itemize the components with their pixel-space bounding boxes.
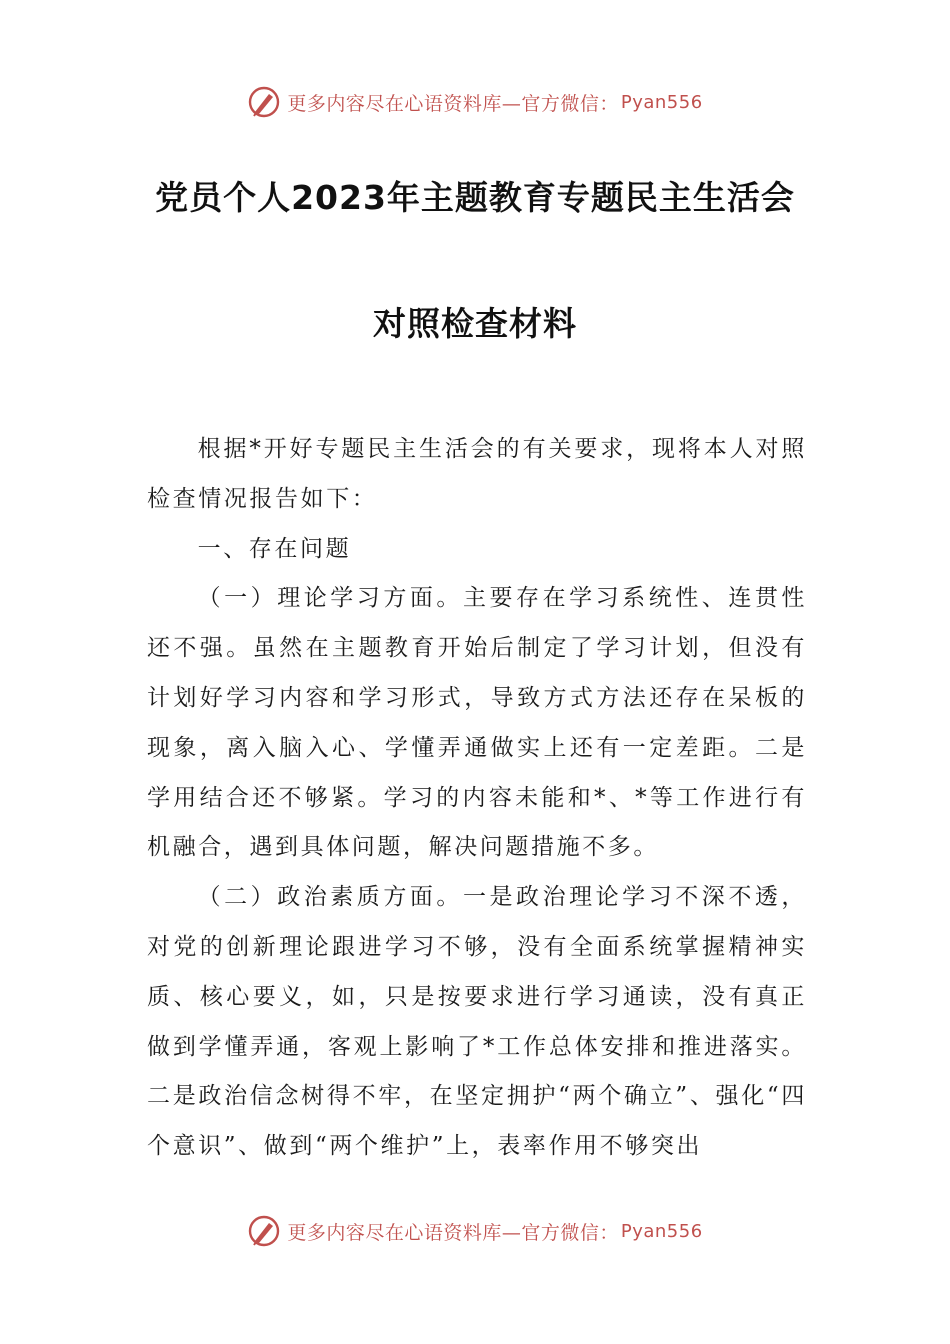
header-watermark: [0, 82, 950, 122]
section-heading: 一、存在问题: [197, 535, 352, 562]
theory-study-paragraph: （一）理论学习方面。主要存在学习系统性、连贯性还不强。虽然在主题教育开始后制定了学习计划，但没有计划好学习内容和学习形式，导致方式方法还存在呆板的现象，离入脑入心、学懂弄通做实上还有一定差距。二是学用结合还不够紧。学习的内容未能和*、*等工作进行有机融合，遇到具体问题，解决问题措施不多。: [147, 585, 807, 861]
footer-watermark: [0, 1211, 950, 1251]
document-body: [147, 425, 807, 1172]
political-quality-paragraph: （二）政治素质方面。一是政治理论学习不深不透，对党的创新理论跟进学习不够，没有全面系统掌握精神实质、核心要义，如，只是按要求进行学习通读，没有真正做到学懂弄通，客观上影响了*工作总体安排和推进落实。二是政治信念树得不牢，在坚定拥护“两个确立”、强化“四个意识”、做到“两个维护”上，表率作用不够突出: [147, 884, 807, 1160]
watermark-text: 更多内容尽在心语资料库—官方微信：: [287, 92, 619, 115]
pen-circle-logo-icon: [247, 85, 281, 119]
document-title-line2: 对照检查材料: [373, 304, 577, 343]
watermark-text: 更多内容尽在心语资料库—官方微信：: [287, 1221, 619, 1244]
intro-paragraph: 根据*开好专题民主生活会的有关要求，现将本人对照检查情况报告如下：: [147, 436, 807, 512]
watermark-wechat-id: Pyan556: [620, 91, 703, 113]
watermark-wechat-id: Pyan556: [620, 1220, 703, 1242]
pen-circle-logo-icon: [247, 1214, 281, 1248]
document-title-line1: 党员个人2023年主题教育专题民主生活会: [155, 178, 795, 217]
